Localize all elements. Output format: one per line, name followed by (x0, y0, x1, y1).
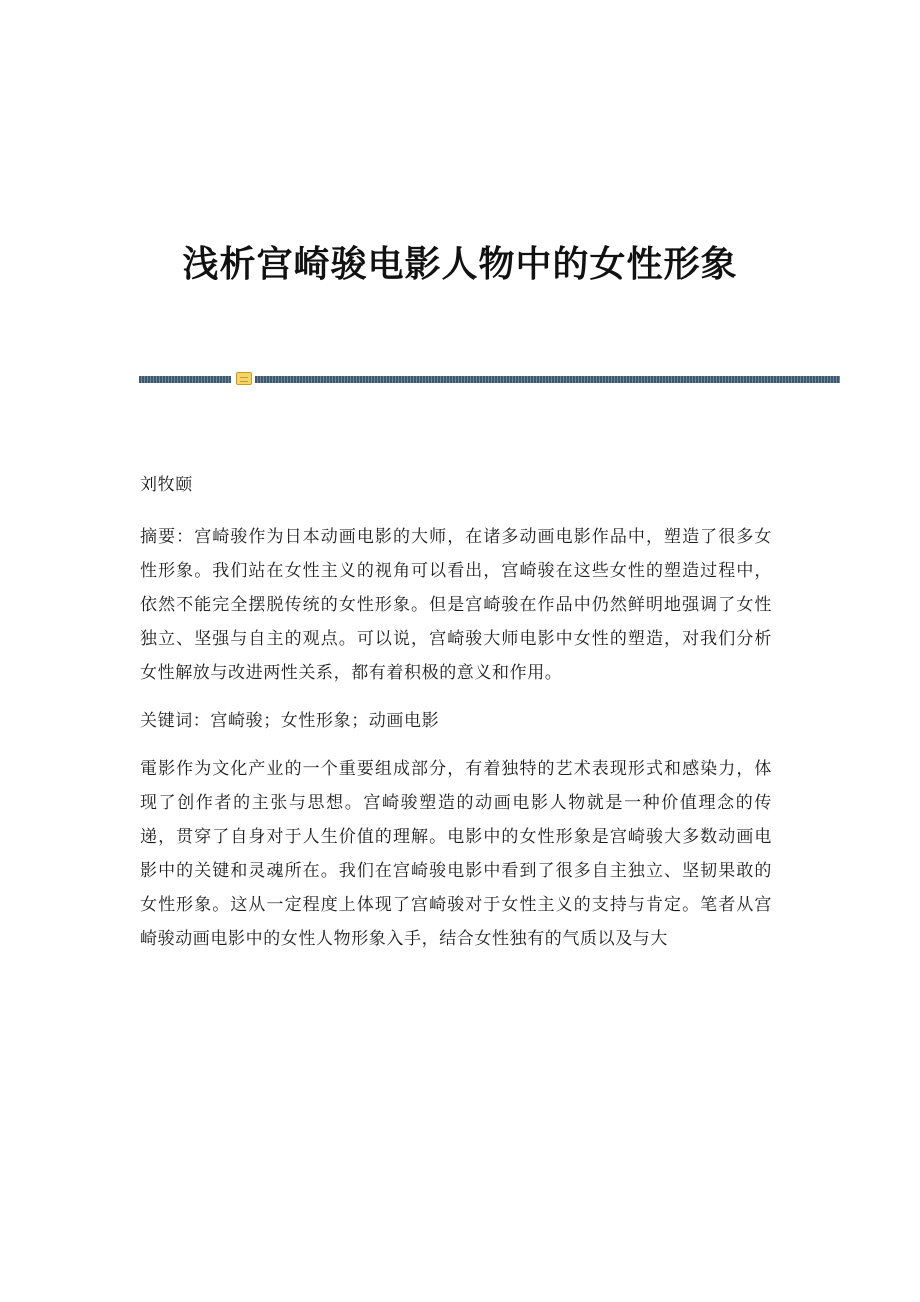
keywords-label: 关键词： (140, 711, 211, 731)
title-divider (139, 372, 840, 386)
divider-bar-left (139, 376, 231, 383)
keywords (140, 704, 772, 738)
abstract-label: 摘要： (140, 527, 195, 547)
abstract (140, 520, 772, 690)
document-body (140, 468, 772, 970)
abstract-text: 宫崎骏作为日本动画电影的大师，在诸多动画电影作品中，塑造了很多女性形象。我们站在女性主义的视角可以看出，宫崎骏在这些女性的塑造过程中，依然不能完全摆脱传统的女性形象。但是宫崎骏在作品中仍然鲜明地强调了女性独立、坚强与自主的观点。可以说，宫崎骏大师电影中女性的塑造，对我们分析女性解放与改进两性关系，都有着积极的意义和作用。 (140, 527, 772, 683)
keywords-text: 宫崎骏；女性形象；动画电影 (210, 711, 440, 731)
document-title: 浅析宫崎骏电影人物中的女性形象 (182, 243, 738, 286)
author-name: 刘牧颐 (140, 475, 193, 495)
divider-ornament-icon (236, 372, 252, 385)
body-paragraph: 電影作为文化产业的一个重要组成部分，有着独特的艺术表现形式和感染力，体现了创作者的主张与思想。宫崎骏塑造的动画电影人物就是一种价值理念的传递，贯穿了自身对于人生价值的理解。电影中的女性形象是宫崎骏大多数动画电影中的关键和灵魂所在。我们在宫崎骏电影中看到了很多自主独立、坚韧果敢的女性形象。这从一定程度上体现了宫崎骏对于女性主义的支持与肯定。笔者从宫崎骏动画电影中的女性人物形象入手，结合女性独有的气质以及与大 (140, 759, 772, 949)
divider-bar-right (255, 376, 840, 383)
